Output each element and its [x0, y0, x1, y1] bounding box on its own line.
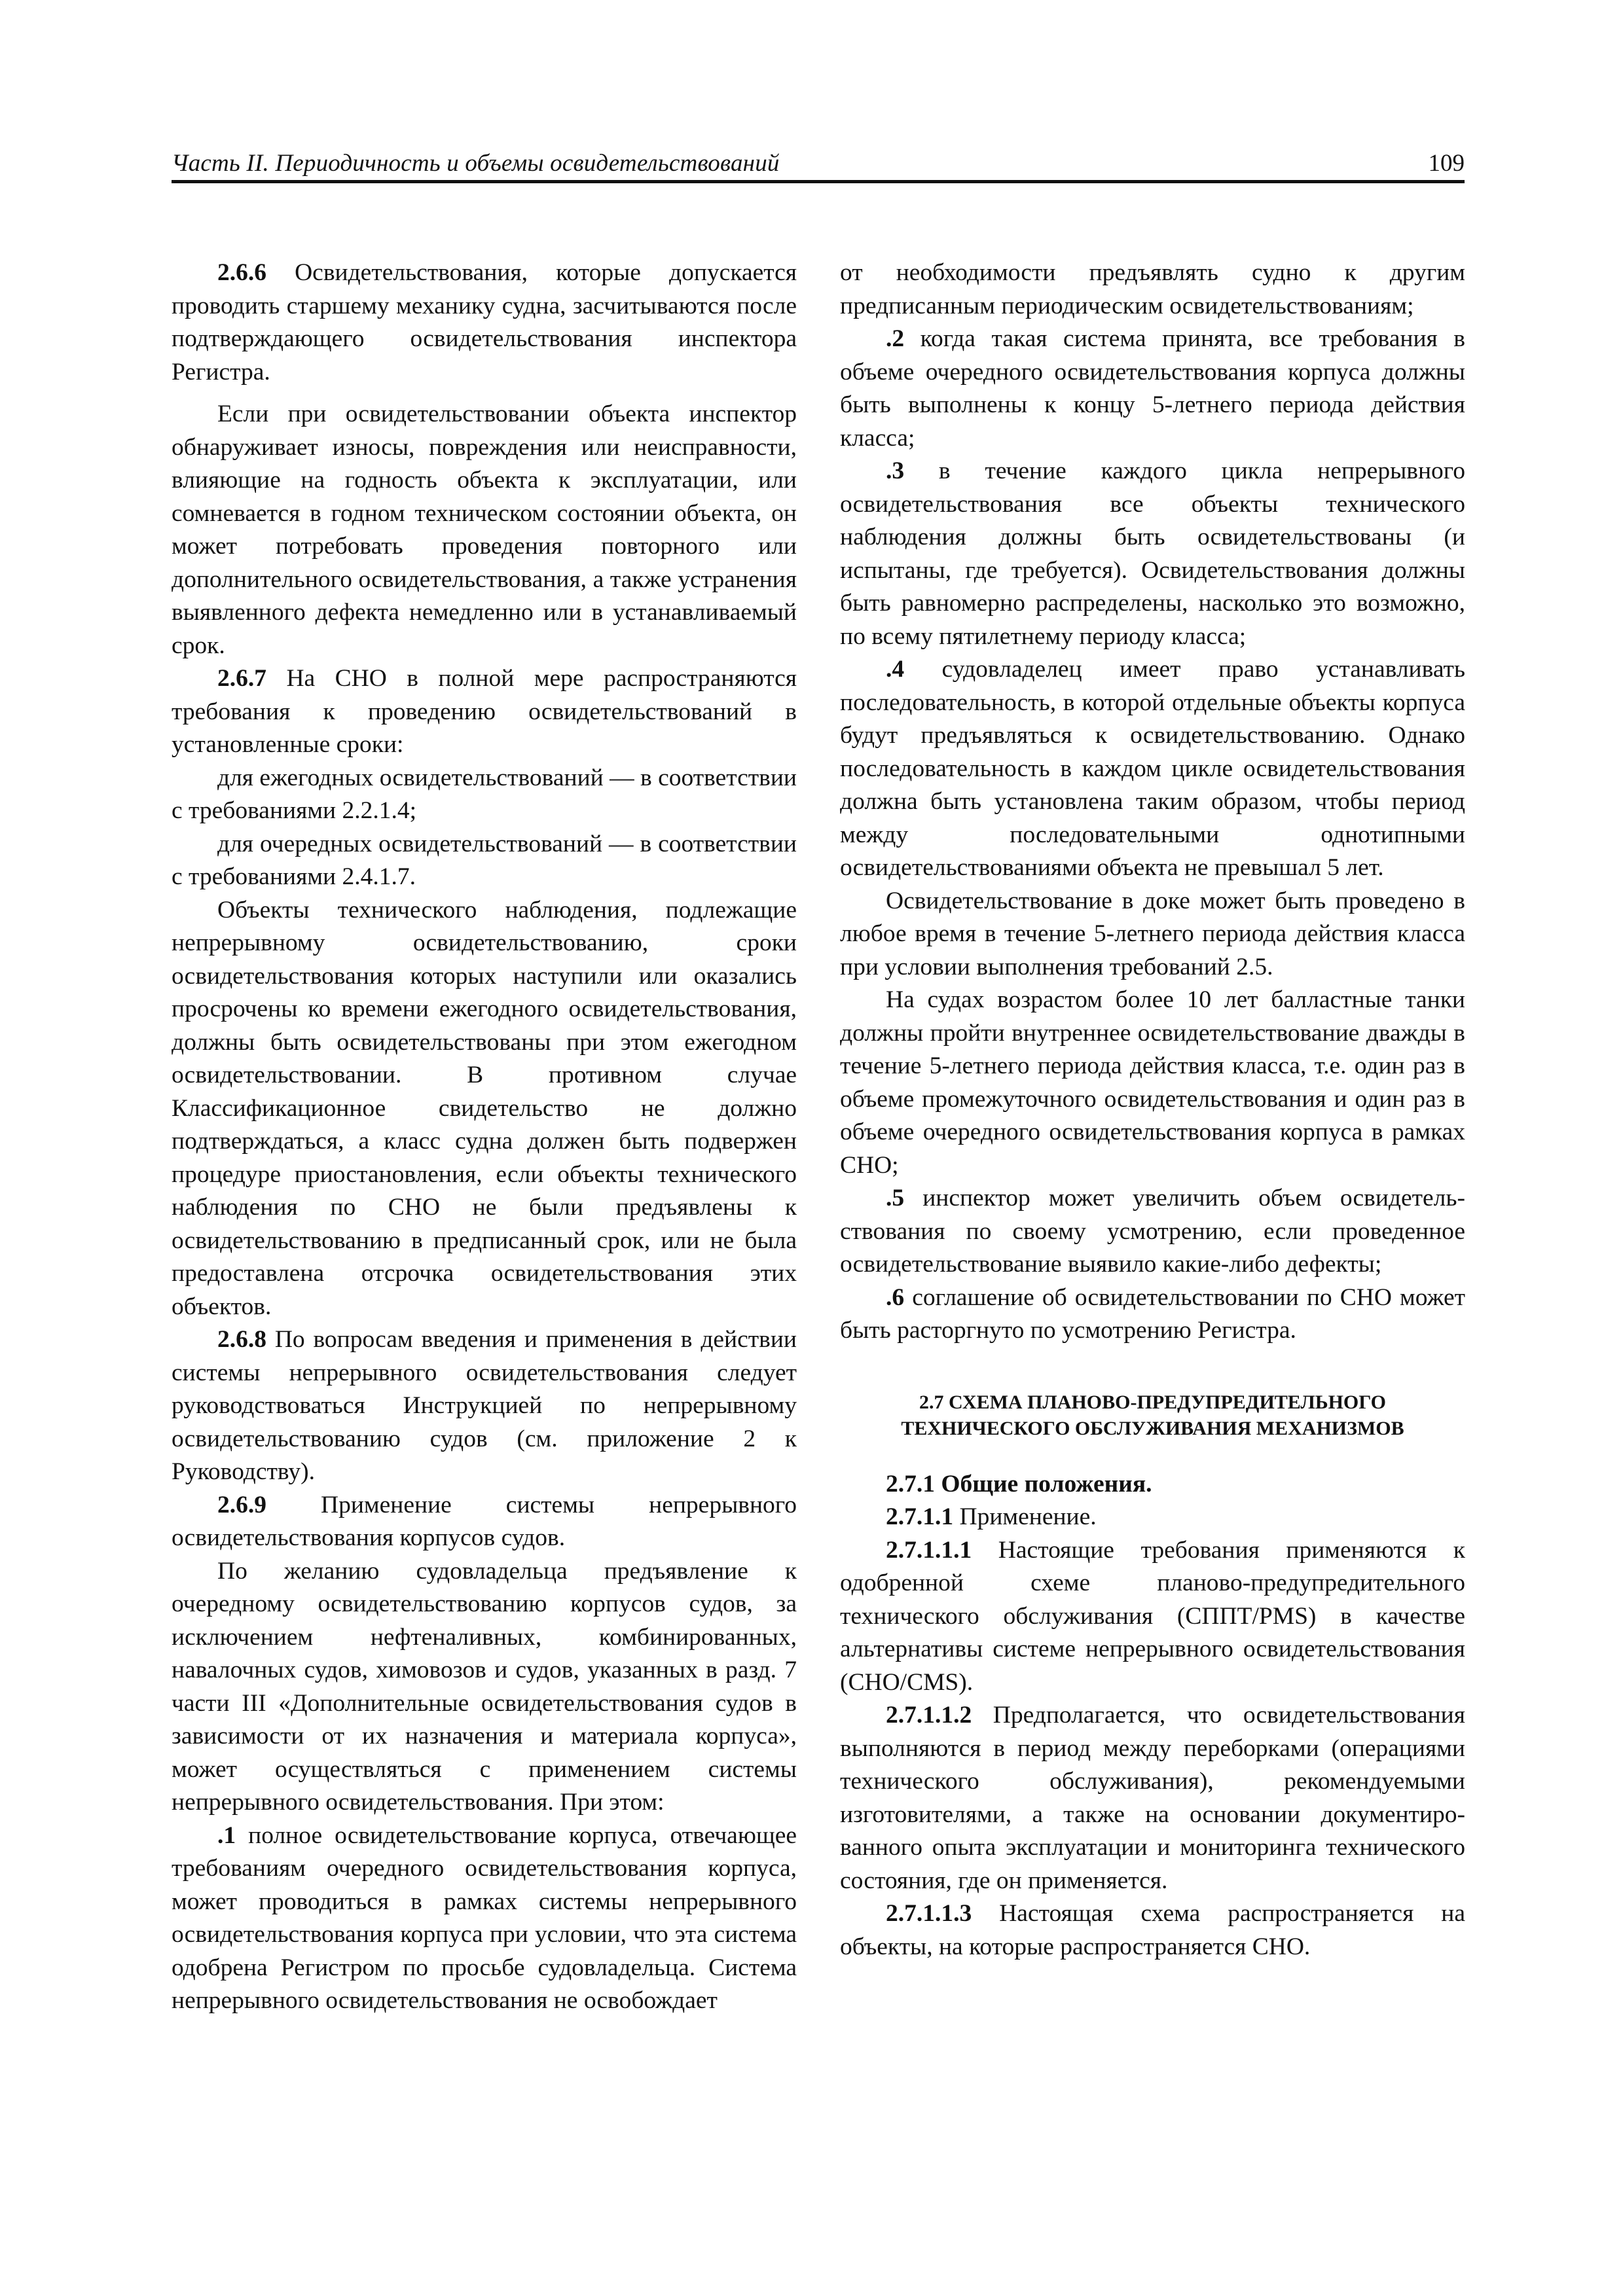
clause-number: 2.7.1.1 — [886, 1503, 954, 1530]
section-heading-line: 2.7 СХЕМА ПЛАНОВО-ПРЕДУПРЕДИТЕЛЬНОГО — [919, 1391, 1386, 1413]
paragraph-text: Предполагается, что освидетельствования выполняются в период между переборками (операциями технического обслуживания), рекомендуемыми изготовителями, а также на основании документированного опыта эксплуатации и мониторинга технического состояния, где он применяется. — [840, 1702, 1465, 1894]
clause-number: 2.7.1.1.3 — [886, 1900, 972, 1927]
paragraph-text: полное освидетельствование корпуса, отвечающее требованиям очередного освидетельствования корпуса, может проводиться в рамках системы непрерывного освидетельствования корпуса при условии, что эта система одобрена Регистром по просьбе судовладельца. Система непрерывного освидетельствования не освобождает — [172, 1821, 797, 2014]
item-number: .5 — [886, 1185, 905, 1211]
clause-number: 2.7.1.1.1 — [886, 1536, 972, 1564]
clause-number: 2.6.8 — [217, 1326, 266, 1353]
clause-number: 2.6.7 — [217, 665, 266, 692]
paragraph: По желанию судовладельца предъявление к очередному освидетельствованию корпусов судов, за исключением нефтеналивных, комбинированных, навалочных судов, химовозов и судов, указанных в разд. 7 части III «Дополнительные освидетельствования судов в зависимости от их назначения и материала корпуса», может осуществляться с применением системы непрерывного освидетельствования. При этом: — [172, 1557, 797, 1816]
list-item-3 — [840, 455, 1465, 653]
paragraph: Освидетельствование в доке может быть проведено в любое время в течение 5-летнего периода действия класса при условии выполнения требований 2.5. — [840, 887, 1465, 980]
item-number: .4 — [886, 656, 905, 683]
subsection-2-7-1-1 — [840, 1501, 1465, 1534]
clause-number: 2.7.1.1.2 — [886, 1702, 972, 1729]
paragraph-text: Освидетельствования, которые допускается проводить старшему механику судна, засчитываются после подтверждающего освидетельствования инспектора Регистра. — [172, 259, 797, 386]
paragraph-2-6-8 — [172, 1323, 797, 1489]
paragraph-text: Применение. — [953, 1503, 1097, 1530]
left-column — [172, 257, 797, 2018]
paragraph-continued: от необходимости предъявлять судно к другим предписанным периодическим освидетельствованиям; — [840, 259, 1465, 319]
item-number: .2 — [886, 325, 905, 352]
item-number: .1 — [217, 1821, 236, 1849]
item-number: .3 — [886, 457, 905, 484]
paragraph-text: По вопросам введения и применения в действии системы непрерывного освидетельствования следует руководствоваться Инструкцией по непрерывному освидетельствованию судов (см. приложение 2 к Руководству). — [172, 1326, 797, 1485]
paragraph-text: инспектор может увеличить объем освидетельствования по своему усмотрению, если проведенное освидетельствование выявило какие-либо дефекты; — [840, 1185, 1465, 1278]
list-item: для очередных освидетельствований — в соответствии с требованиями 2.4.1.7. — [172, 830, 797, 890]
section-heading-line: ТЕХНИЧЕСКОГО ОБСЛУЖИВАНИЯ МЕХАНИЗМОВ — [901, 1417, 1404, 1439]
paragraph-2-7-1-1-2 — [840, 1699, 1465, 1897]
paragraph-text: Настоящая схема распространяется на объекты, на которые распространяется СНО. — [840, 1900, 1465, 1960]
paragraph: Если при освидетельствовании объекта инспектор обнаруживает износы, повреждения или неисправности, влияющие на годность объекта к эксплуатации, или сомневается в годном техническом состоянии объекта, он может потребовать проведения повторного или дополнительного освидетельствования, а также устранения выявленного дефекта немедленно или в устанавливаемый срок. — [172, 401, 797, 659]
subsection-heading-2-7-1: 2.7.1 Общие положения. — [886, 1470, 1152, 1498]
running-header-title: Часть II. Периодичность и объемы освидетельствований — [172, 150, 780, 177]
list-item-6 — [840, 1282, 1465, 1348]
paragraph-text: когда такая система принята, все требования в объеме очередного освидетельствования корпуса должны быть выполнены к концу 5-летнего периода действия класса; — [840, 325, 1465, 452]
list-item-5 — [840, 1182, 1465, 1282]
list-item-2 — [840, 323, 1465, 455]
list-item-4 — [840, 653, 1465, 885]
paragraph-2-6-6 — [172, 257, 797, 389]
list-item-1 — [172, 1820, 797, 2018]
paragraph: Объекты технического наблюдения, подлежащие непрерывному освидетельствованию, сроки освидетельствования которых наступили или оказались просрочены ко времени ежегодного освидетельствования, должны быть освидетельствованы при этом ежегодном освидетельствовании. В противном случае Классификационное свидетельство не должно подтверждаться, а класс судна должен быть подвержен процедуре приостановления, если объекты технического наблюдения по СНО не были предъявлены к освидетельствованию в предписанный срок, или не была предоставлена отсрочка освидетельствования этих объектов. — [172, 896, 797, 1320]
paragraph-2-6-9 — [172, 1489, 797, 1555]
clause-number: 2.6.6 — [217, 259, 266, 286]
paragraph-text: соглашение об освидетельствовании по СНО может быть расторгнуто по усмотрению Регистра. — [840, 1283, 1465, 1344]
item-number: .6 — [886, 1283, 905, 1311]
paragraph-2-6-7 — [172, 662, 797, 762]
section-heading-2-7 — [840, 1390, 1465, 1442]
paragraph: На судах возрастом более 10 лет балластные танки должны пройти внутреннее освидетельствование дважды в течение 5-летнего периода действия класса, т.е. один раз в объеме промежуточного освидетельствования и один раз в объеме очередного освидетельствования корпуса в рамках СНО; — [840, 986, 1465, 1179]
paragraph-text: На СНО в полной мере распространяются требования к проведению освидетельствований в установленные сроки: — [172, 665, 797, 758]
clause-number: 2.6.9 — [217, 1491, 266, 1518]
running-header — [172, 147, 1465, 183]
paragraph-text: в течение каждого цикла непрерывного освидетельствования все объекты технического наблюдения должны быть освидетельствованы (и испытаны, где требуется). Освидетельствования должны быть равномерно распределены, насколько это возможно, по всему пятилетнему периоду класса; — [840, 457, 1465, 650]
paragraph-text: судовладелец имеет право устанавливать последовательность, в которой отдельные объекты корпуса будут предъявляться к освидетельствованию. Однако последовательность в каждом цикле освидетельствования должна быть установлена таким образом, чтобы период между последовательными однотипными освидетельствованиями объекта не превышал 5 лет. — [840, 656, 1465, 881]
paragraph-text: Настоящие требования применяются к одобренной схеме планово-предупредительного технического обслуживания (СППТ/PMS) в качестве альтернативы системе непрерывного освидетельствования (СНО/CMS). — [840, 1536, 1465, 1696]
paragraph-2-7-1-1-1 — [840, 1534, 1465, 1700]
paragraph-2-7-1-1-3 — [840, 1897, 1465, 1964]
paragraph-text: Применение системы непрерывного освидетельствования корпусов судов. — [172, 1491, 797, 1551]
page-number: 109 — [1428, 150, 1465, 177]
list-item: для ежегодных освидетельствований — в соответствии с требованиями 2.2.1.4; — [172, 764, 797, 824]
right-column — [840, 257, 1465, 1964]
